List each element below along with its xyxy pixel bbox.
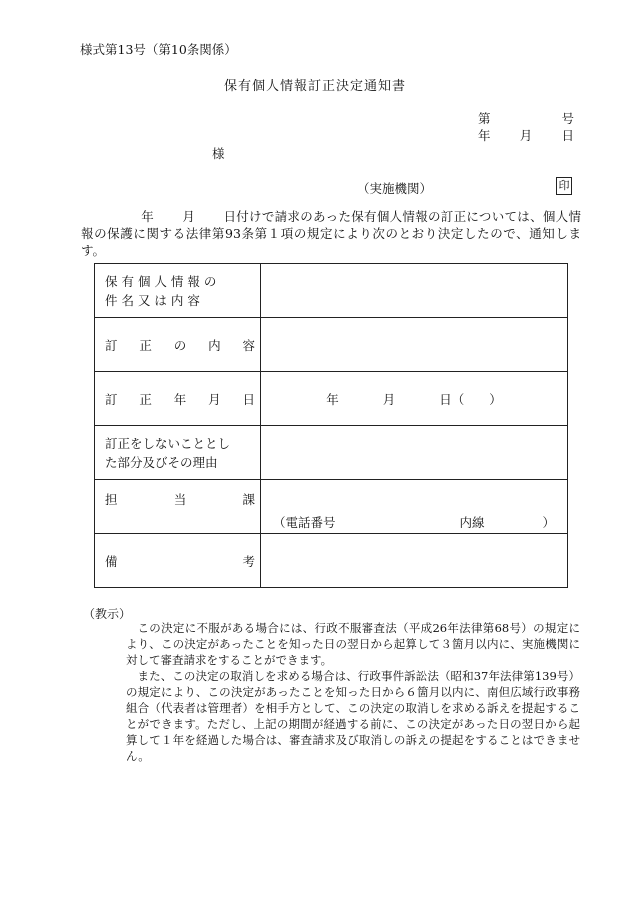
date-year: 年 <box>478 128 491 143</box>
label-char: 備 <box>105 553 118 569</box>
date-year: 年 <box>326 391 339 407</box>
table-row <box>95 372 568 426</box>
label-char: 課 <box>242 491 255 507</box>
label-char: 正 <box>139 337 152 353</box>
extension-label: 内線 <box>459 514 485 530</box>
notice-heading: （教示） <box>83 607 132 621</box>
label-char: 訂 <box>105 337 118 353</box>
label-char: 年 <box>173 391 187 407</box>
label-char: 容 <box>242 337 255 353</box>
label-char: 当 <box>173 491 187 507</box>
label-char: 内 <box>208 337 221 353</box>
department-value[interactable] <box>261 480 568 534</box>
notice-paragraph-2: また、この決定の取消しを求める場合は、行政事件訴訟法（昭和37年法律第139号）の規定により、この決定があったことを知った日から６箇月以内に、南但広域行政事務組合（代表者は管理者）を相手方として、この決定の取消しを求める訴えを提起することができます。ただし、上記の期間が経過する前に、この決定があった日の翌日から起算して１年を経過した場合は、審査請求及び取消しの訴えの提起をすることはできません。 <box>126 669 580 763</box>
date-day-weekday: 日（ ） <box>439 391 502 407</box>
label-line: た部分及びその理由 <box>105 454 218 470</box>
correction-date-value[interactable] <box>261 372 568 426</box>
notice-paragraph-1: この決定に不服がある場合には、行政不服審査法（平成26年法律第68号）の規定により、この決定があったことを知った日の翌日から起算して３箇月以内に、実施機関に対して審査請求をすることができます。 <box>126 621 580 667</box>
label-char: 担 <box>105 491 118 507</box>
intro-rest: 日付けで請求のあった保有個人情報の訂正については、個人情報の保護に関する法律第93条第１項の規定により次のとおり決定したので、通知します。 <box>81 209 581 258</box>
personal-info-subject-label <box>95 264 261 318</box>
table-row <box>95 534 568 588</box>
label-char: 考 <box>242 553 255 569</box>
label-char: 日 <box>242 391 255 407</box>
appeal-notice <box>126 620 580 764</box>
date-month: 月 <box>519 128 533 143</box>
date-day: 日 <box>561 128 574 143</box>
remarks-label <box>95 534 261 588</box>
phone-label: （電話番号 <box>273 514 336 530</box>
personal-info-subject-value[interactable] <box>261 264 568 318</box>
not-corrected-reason-value[interactable] <box>261 426 568 480</box>
date-month: 月 <box>382 391 396 407</box>
intro-paragraph <box>81 208 581 259</box>
number-dai: 第 <box>478 111 491 126</box>
document-title: 保有個人情報訂正決定通知書 <box>223 79 406 94</box>
correction-date-label <box>95 372 261 426</box>
document-number-line <box>478 109 574 127</box>
label-line: 訂正をしないこととし <box>105 435 231 451</box>
table-row <box>95 426 568 480</box>
label-char: 正 <box>139 391 152 407</box>
correction-content-label <box>95 318 261 372</box>
label-char: 月 <box>208 391 221 407</box>
remarks-value[interactable] <box>261 534 568 588</box>
agency-label: （実施機関） <box>357 181 433 196</box>
label-line: 保 有 個 人 情 報 の <box>105 273 217 289</box>
number-go: 号 <box>561 111 574 126</box>
issue-date-line <box>478 126 574 144</box>
correction-content-value[interactable] <box>261 318 568 372</box>
form-number: 様式第13号（第10条関係） <box>80 42 237 57</box>
decision-table <box>94 263 568 588</box>
addressee-suffix: 様 <box>212 146 225 161</box>
label-line: 件 名 又 は 内 容 <box>105 292 200 308</box>
table-row <box>95 264 568 318</box>
label-char: 訂 <box>105 391 118 407</box>
close-paren: ） <box>542 514 555 530</box>
intro-month: 月 <box>182 209 196 224</box>
label-char: の <box>173 337 187 353</box>
department-label <box>95 480 261 534</box>
not-corrected-reason-label <box>95 426 261 480</box>
table-row <box>95 480 568 534</box>
seal-box: 印 <box>556 177 572 195</box>
intro-year: 年 <box>141 209 155 224</box>
table-row <box>95 318 568 372</box>
